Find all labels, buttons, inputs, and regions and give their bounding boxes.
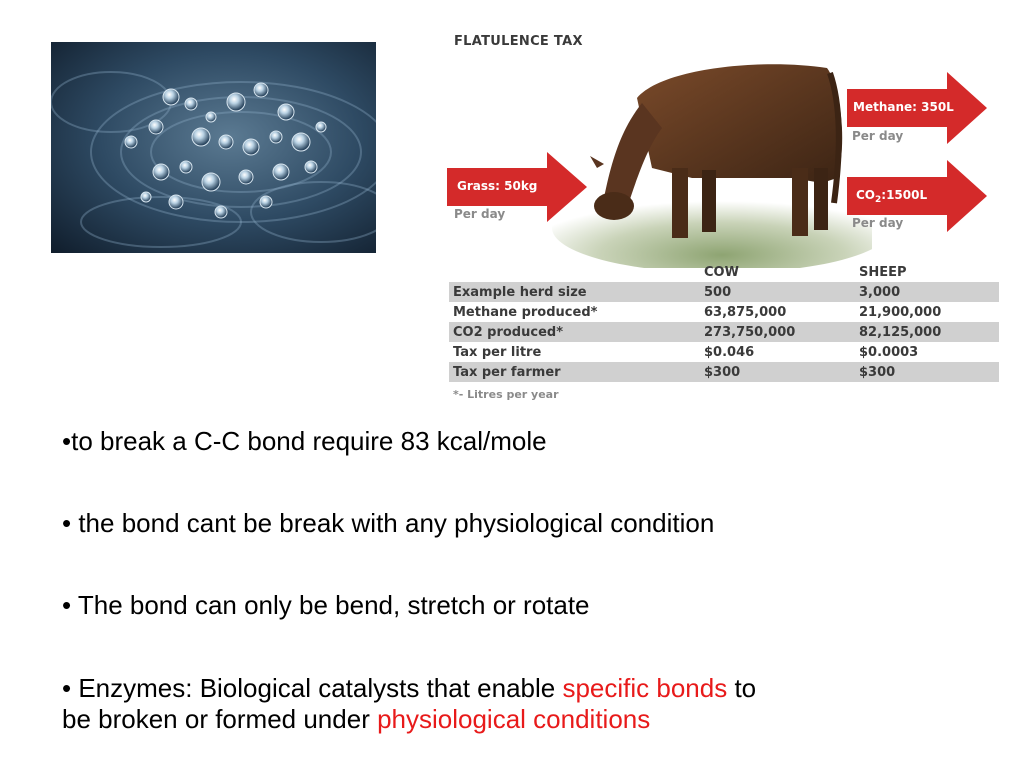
bullet-bond-motion: • The bond can only be bend, stretch or rotate [62,590,590,621]
header-cow: COW [704,264,739,280]
cow-value: $0.046 [704,344,755,360]
grass-per-day: Per day [454,207,506,221]
sheep-value: 3,000 [855,282,999,302]
cow-value: 63,875,000 [704,304,787,320]
cow-illustration [542,28,872,268]
grass-label: Grass: 50kg [457,179,538,193]
bullet-enzymes [62,673,962,704]
table-row [449,302,999,322]
table-row [449,282,999,302]
sheep-value: 21,900,000 [859,304,942,320]
table-footnote: *- Litres per year [453,388,559,401]
co2-value: :1500L [881,188,928,202]
specific-bonds-highlight: specific bonds [562,672,728,703]
methane-per-day: Per day [852,129,904,143]
enzymes-text-3: be broken or formed under [62,703,378,734]
cow-value: 500 [700,282,855,302]
table-row [449,342,999,362]
row-label: Tax per farmer [449,362,700,382]
flatulence-tax-table [449,262,999,382]
bullet-enzymes-line2 [62,704,962,735]
row-label: Methane produced* [453,304,598,320]
row-label: CO2 produced* [449,322,700,342]
row-label: Tax per litre [453,344,542,360]
bullet-cc-bond-energy: •to break a C-C bond require 83 kcal/mole [62,426,547,456]
physiological-conditions-highlight: physiological conditions [377,703,651,734]
table-row [449,322,999,342]
enzymes-text-1: • Enzymes: Biological catalysts that enable [62,672,563,703]
infographic-title: FLATULENCE TAX [454,34,583,49]
sheep-value: $0.0003 [859,344,919,360]
co2-prefix: CO [856,188,876,202]
table-row [449,362,999,382]
row-label: Example herd size [449,282,700,302]
bullet-bond-unbreakable: • the bond cant be break with any physiological condition [62,508,715,539]
methane-label: Methane: 350L [853,100,954,114]
bullet-list [62,426,962,735]
table-header-row [449,262,999,282]
header-sheep: SHEEP [859,264,907,280]
header-empty [449,262,700,282]
water-bubbles-photo [51,42,376,253]
co2-label [856,188,927,205]
sheep-value: 82,125,000 [855,322,999,342]
co2-subscript: 2 [875,195,882,205]
sheep-value: $300 [855,362,999,382]
enzymes-text-2: to [727,672,757,703]
cow-value: $300 [700,362,855,382]
co2-per-day: Per day [852,216,904,230]
cow-value: 273,750,000 [700,322,855,342]
flatulence-tax-infographic [447,28,1002,408]
